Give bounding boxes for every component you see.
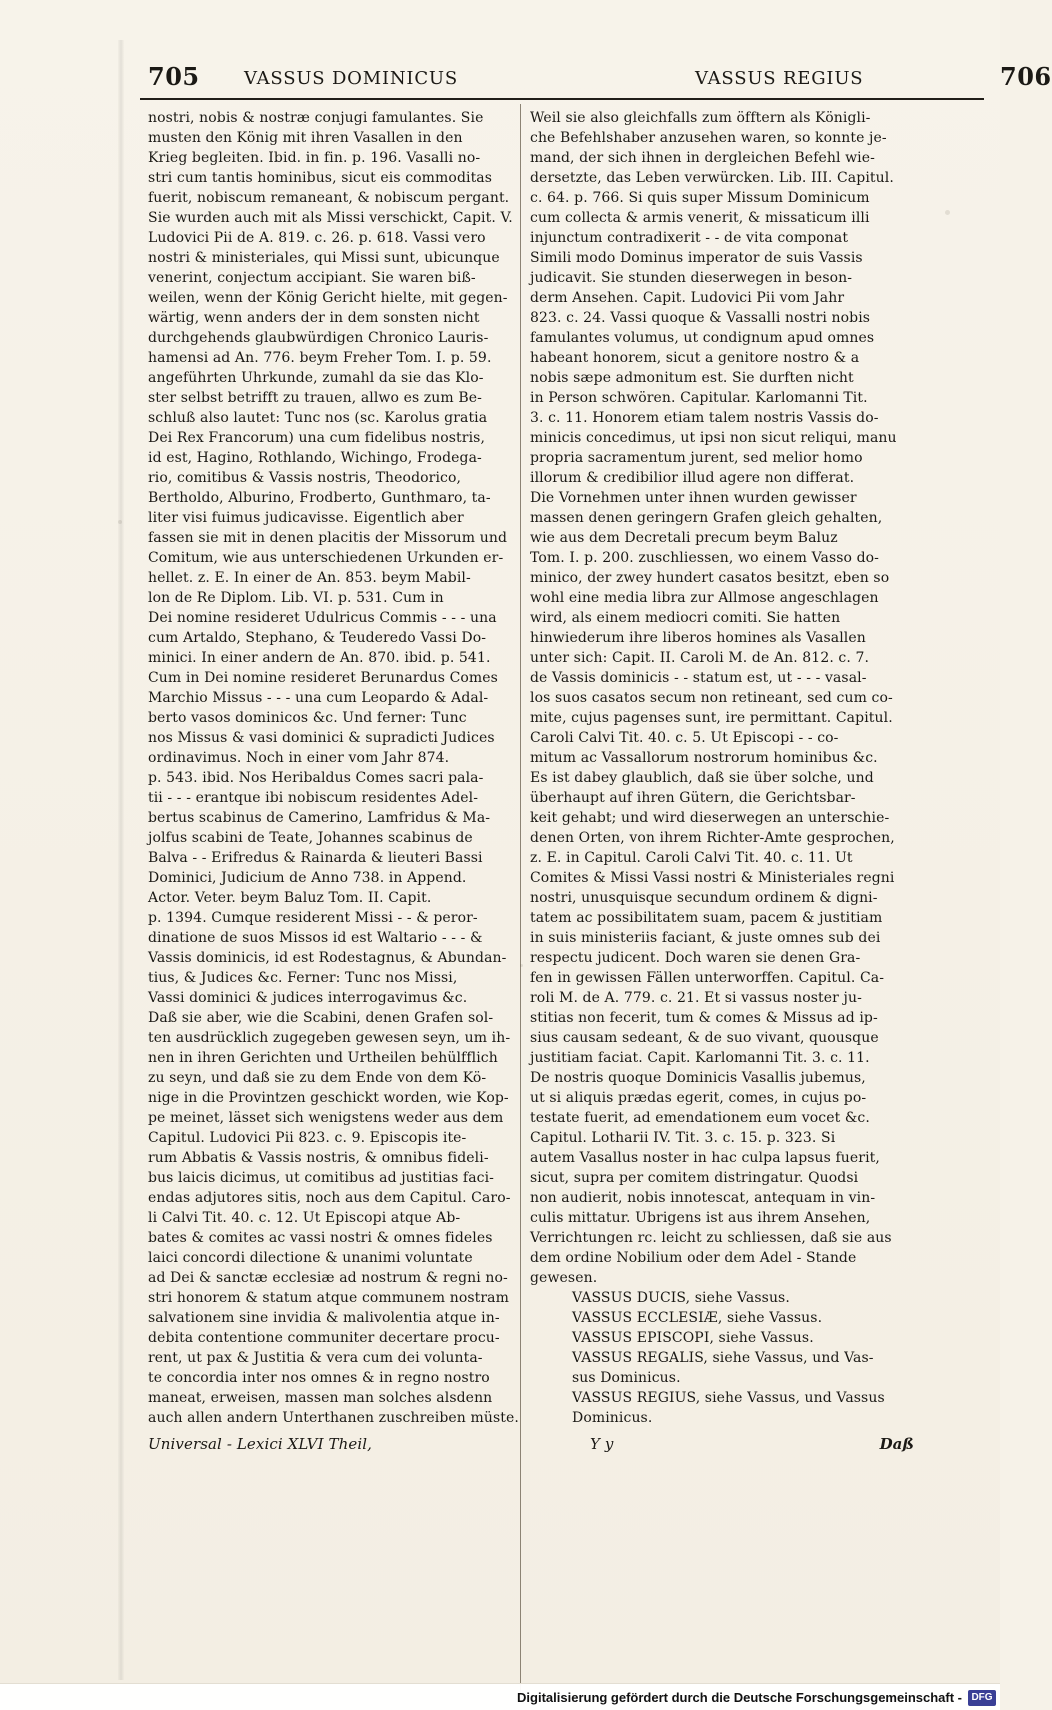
paper-speck [118,520,122,524]
entry-line: VASSUS DUCIS, siehe Vassus. [572,1290,790,1306]
text-line: De nostris quoque Dominicis Vasallis jubemus, [530,1070,866,1086]
entry-line: VASSUS ECCLESIÆ, siehe Vassus. [572,1310,823,1326]
text-line: id est, Hagino, Rothlando, Wichingo, Frodega- [148,450,482,466]
text-line: habeant honorem, sicut a genitore nostro & a [530,350,860,366]
entry-line: VASSUS REGIUS, siehe Vassus, und Vassus [572,1390,885,1406]
text-line: wie aus dem Decretali precum beym Baluz [530,530,838,546]
text-line: hinwiederum ihre liberos homines als Vasallen [530,630,866,646]
text-line: Bertholdo, Alburino, Frodberto, Gunthmaro, ta- [148,490,491,506]
text-line: c. 64. p. 766. Si quis super Missum Dominicum [530,190,870,206]
text-line: in suis ministeriis faciant, & juste omnes sub dei [530,930,881,946]
text-line: ad Dei & sanctæ ecclesiæ ad nostrum & regni no- [148,1270,508,1286]
text-line: rum Abbatis & Vassis nostris, & omnibus fideli- [148,1150,489,1166]
text-line: minici. In einer andern de An. 870. ibid. p. 541. [148,650,491,666]
text-line: rio, comitibus & Vassis nostris, Theodorico, [148,470,462,486]
text-line: testate fuerit, ad emendationem eum vocet &c. [530,1110,870,1126]
text-line: hellet. z. E. In einer de An. 853. beym Mabil- [148,570,471,586]
paper-speck [520,964,523,967]
text-line: schluß also lautet: Tunc nos (sc. Karolus gratia [148,410,488,426]
text-line: tius, & Judices &c. Ferner: Tunc nos Missi, [148,970,458,986]
text-line: bus laicis dicimus, ut comitibus ad justitias faci- [148,1170,495,1186]
text-line: Comitum, wie aus unterschiedenen Urkunden er- [148,550,504,566]
text-line: de Vassis dominicis - - statum est, ut - - - vasal- [530,670,867,686]
text-line: che Befehlshaber anzusehen waren, so konnte je- [530,130,887,146]
text-line: stri cum tantis hominibus, sicut eis commoditas [148,170,493,186]
text-line: Die Vornehmen unter ihnen wurden gewisser [530,490,857,506]
right-running-title: VASSUS REGIUS [695,68,864,89]
text-line: sicut, supra per comitem distringatur. Quodsi [530,1170,859,1186]
text-line: bertus scabinus de Camerino, Lamfridus & Ma- [148,810,491,826]
text-line: injunctum contradixerit - - de vita componat [530,230,849,246]
text-line: Dei Rex Francorum) una cum fidelibus nostris, [148,430,485,446]
text-line: li Calvi Tit. 40. c. 12. Ut Episcopi atque Ab- [148,1210,461,1226]
text-line: lon de Re Diplom. Lib. VI. p. 531. Cum in [148,590,444,606]
paper-speck [945,210,950,215]
entry-line: VASSUS EPISCOPI, siehe Vassus. [572,1330,814,1346]
text-line: liter visi fuimus judicavisse. Eigentlich aber [148,510,464,526]
text-line: mitum ac Vassallorum nostrorum hominibus &c. [530,750,878,766]
text-line: tii - - - erantque ibi nobiscum residentes Adel- [148,790,479,806]
volume-signature: Universal - Lexici XLVI Theil, [148,1435,373,1453]
text-line: berto vasos dominicos &c. Und ferner: Tunc [148,710,467,726]
text-line: überhaupt auf ihren Gütern, die Gerichtsbar- [530,790,856,806]
text-line: tatem ac possibilitatem suam, pacem & justitiam [530,910,883,926]
text-line: wird, als einem mediocri comiti. Sie hatten [530,610,841,626]
text-line: keit gehabt; und wird dieserwegen an unterschie- [530,810,890,826]
text-line: Marchio Missus - - - una cum Leopardo & Adal- [148,690,489,706]
header-rule [140,98,984,100]
text-line: ordinavimus. Noch in einer vom Jahr 874. [148,750,450,766]
entry-line: Dominicus. [572,1410,653,1426]
text-line: laici concordi dilectione & unanimi voluntate [148,1250,473,1266]
text-line: 3. c. 11. Honorem etiam talem nostris Vassis do- [530,410,879,426]
text-line: sius causam sedeant, & de suo vivant, quousque [530,1030,879,1046]
text-line: mite, cujus pagenses sunt, ire permittant. Capitul. [530,710,893,726]
text-line: debita contentione communiter decertare procu- [148,1330,500,1346]
text-line: gewesen. [530,1270,598,1286]
left-running-title: VASSUS DOMINICUS [244,68,459,89]
text-line: Vassis dominicis, id est Rodestagnus, & Abundan- [148,950,507,966]
text-line: Dominici, Judicium de Anno 738. in Append. [148,870,467,886]
text-line: Dei nomine resideret Udulricus Commis - - - una [148,610,497,626]
text-line: wärtig, wenn anders der in dem sonsten nicht [148,310,480,326]
entry-line: VASSUS REGALIS, siehe Vassus, und Vas- [572,1350,874,1366]
text-line: Balva - - Erifredus & Rainarda & lieuteri Bassi [148,850,483,866]
column-divider [520,104,521,1694]
gutter-shadow [118,40,124,1680]
text-line: massen denen geringern Grafen gleich gehalten, [530,510,883,526]
text-line: 823. c. 24. Vassi quoque & Vassalli nostri nobis [530,310,871,326]
catchword: Daß [879,1435,914,1453]
text-line: derm Ansehen. Capit. Ludovici Pii vom Jahr [530,290,845,306]
text-line: nostri, unusquisque secundum ordinem & digni- [530,890,878,906]
text-line: nostri & ministeriales, qui Missi sunt, ubicunque [148,250,500,266]
text-line: nos Missus & vasi dominici & supradicti Judices [148,730,495,746]
left-page-number: 705 [148,62,200,91]
text-line: fen in gewissen Fällen unterworffen. Capitul. Ca- [530,970,885,986]
text-line: minico, der zwey hundert casatos besitzt, eben so [530,570,890,586]
text-line: p. 1394. Cumque residerent Missi - - & peror- [148,910,478,926]
right-column [530,108,914,1458]
right-page-number: 706 [1000,62,1052,91]
text-line: Daß sie aber, wie die Scabini, denen Grafen sol- [148,1010,494,1026]
text-line: Vassi dominici & judices interrogavimus &c. [148,990,468,1006]
text-line: Caroli Calvi Tit. 40. c. 5. Ut Episcopi - - co- [530,730,839,746]
text-line: in Person schwören. Capitular. Karlomanni Tit. [530,390,868,406]
left-column [148,108,519,1454]
text-line: jolfus scabini de Teate, Johannes scabinus de [148,830,473,846]
text-line: minicis concedimus, ut ipsi non sicut reliqui, manu [530,430,897,446]
text-line: endas adjutores sitis, noch aus dem Capitul. Caro- [148,1190,511,1206]
text-line: unter sich: Capit. II. Caroli M. de An. 812. c. 7. [530,650,870,666]
text-line: judicavit. Sie stunden dieserwegen in beson- [530,270,853,286]
text-line: illorum & credibilior illud agere non differat. [530,470,855,486]
text-line: rent, ut pax & Justitia & vera cum dei volunta- [148,1350,483,1366]
footer-text: Digitalisierung gefördert durch die Deutsche Forschungsgemeinschaft - [517,1690,962,1705]
text-line: pe meinet, lässet sich wenigstens weder aus dem [148,1110,504,1126]
text-line: durchgehends glaubwürdigen Chronico Lauris- [148,330,489,346]
text-line: autem Vasallus noster in hac culpa lapsus fuerit, [530,1150,880,1166]
text-line: Capitul. Ludovici Pii 823. c. 9. Episcopis ite- [148,1130,467,1146]
text-line: Cum in Dei nomine resideret Berunardus Comes [148,670,498,686]
text-line: angeführten Uhrkunde, zumahl da sie das Klo- [148,370,484,386]
signature-marks-row [530,1428,914,1458]
text-line: Comites & Missi Vassi nostri & Ministeriales regni [530,870,895,886]
text-line: weilen, wenn der König Gericht hielte, mit gegen- [148,290,508,306]
dfg-logo: DFG [968,1690,996,1706]
text-line: nostri, nobis & nostræ conjugi famulantes. Sie [148,110,484,126]
text-line: musten den König mit ihren Vasallen in den [148,130,463,146]
text-line: Verrichtungen rc. leicht zu schliessen, daß sie aus [530,1230,892,1246]
text-line: hamensi ad An. 776. beym Freher Tom. I. p. 59. [148,350,492,366]
text-line: mand, der sich ihnen in dergleichen Befehl wie- [530,150,875,166]
text-line: zu seyn, und daß sie zu dem Ende von dem Kö- [148,1070,487,1086]
text-line: roli M. de A. 779. c. 21. Et si vassus noster ju- [530,990,862,1006]
text-line: justitiam faciat. Capit. Karlomanni Tit. 3. c. 11. [530,1050,870,1066]
text-line: bates & comites ac vassi nostri & omnes fideles [148,1230,493,1246]
text-line: Sie wurden auch mit als Missi verschickt, Capit. V. [148,210,513,226]
footer-bar [0,1683,1000,1710]
text-line: los suos casatos secum non retineant, sed cum co- [530,690,893,706]
text-line: stri honorem & statum atque communem nostram [148,1290,509,1306]
text-line: dinatione de suos Missos id est Waltario - - - & [148,930,483,946]
text-line: Simili modo Dominus imperator de suis Vassis [530,250,863,266]
text-line: Tom. I. p. 200. zuschliessen, wo einem Vasso do- [530,550,880,566]
text-line: Ludovici Pii de A. 819. c. 26. p. 618. Vassi vero [148,230,486,246]
text-line: venerint, conjectum accipiant. Sie waren biß- [148,270,476,286]
text-line: respectu judicent. Doch waren sie denen Gra- [530,950,861,966]
text-line: auch allen andern Unterthanen zuschreiben müste. [148,1410,519,1426]
page-header [140,58,1052,98]
text-line: Capitul. Lotharii IV. Tit. 3. c. 15. p. 323. Si [530,1130,836,1146]
text-line: famulantes volumus, ut condignum apud omnes [530,330,875,346]
text-line: nobis sæpe admonitum est. Sie durften nicht [530,370,854,386]
text-line: nige in die Provintzen geschickt worden, wie Kop- [148,1090,509,1106]
text-line: nen in ihren Gerichten und Urtheilen behülfflich [148,1050,498,1066]
text-line: Krieg begleiten. Ibid. in fin. p. 196. Vasalli no- [148,150,481,166]
text-line: Actor. Veter. beym Baluz Tom. II. Capit. [148,890,432,906]
text-line: p. 543. ibid. Nos Heribaldus Comes sacri pala- [148,770,484,786]
text-line: te concordia inter nos omnes & in regno nostro [148,1370,490,1386]
text-line: dem ordine Nobilium oder dem Adel - Stande [530,1250,857,1266]
text-line: non audierit, nobis innotescat, antequam in vin- [530,1190,876,1206]
entry-line: sus Dominicus. [572,1370,681,1386]
text-line: denen Orten, von ihrem Richter-Amte gesprochen, [530,830,895,846]
signature-mark-left: Y y [590,1435,614,1453]
text-line: salvationem sine invidia & malivolentia atque in- [148,1310,500,1326]
text-line: z. E. in Capitul. Caroli Calvi Tit. 40. c. 11. Ut [530,850,853,866]
text-line: Weil sie also gleichfalls zum öfftern als Königli- [530,110,871,126]
text-line: dersetzte, das Leben verwürcken. Lib. III. Capitul. [530,170,894,186]
text-line: cum collecta & armis venerit, & missaticum illi [530,210,870,226]
text-line: ut si aliquis prædas egerit, comes, in cujus po- [530,1090,867,1106]
text-line: fuerit, nobiscum remaneant, & nobiscum pergant. [148,190,510,206]
text-line: fassen sie mit in denen placitis der Missorum und [148,530,508,546]
text-line: maneat, erweisen, massen man solches alsdenn [148,1390,493,1406]
text-line: ten ausdrücklich zugegeben gewesen seyn, um ih- [148,1030,511,1046]
text-line: stitias non fecerit, tum & comes & Missus ad ip- [530,1010,878,1026]
text-line: Es ist dabey glaublich, daß sie über solche, und [530,770,874,786]
text-line: wohl eine media libra zur Allmose angeschlagen [530,590,879,606]
text-line: culis mittatur. Ubrigens ist aus ihrem Ansehen, [530,1210,871,1226]
text-line: ster selbst betrifft zu trauen, allwo es zum Be- [148,390,482,406]
text-line: cum Artaldo, Stephano, & Teuderedo Vassi Do- [148,630,487,646]
text-line: propria sacramentum jurent, sed melior homo [530,450,863,466]
